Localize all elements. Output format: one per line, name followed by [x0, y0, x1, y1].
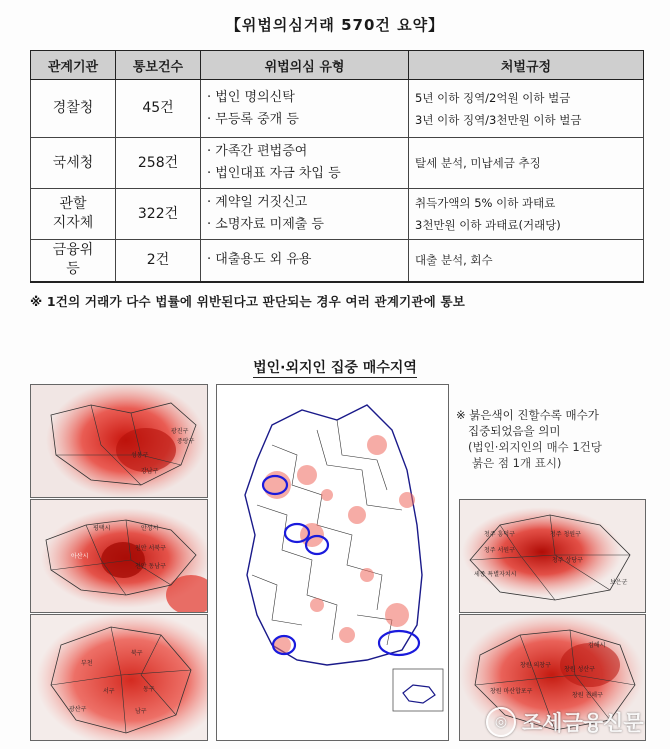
header-count: 통보건수: [116, 51, 201, 80]
map-panel-gwangju: [30, 614, 208, 741]
panel-label: 남구: [135, 708, 147, 715]
korea-map: [217, 385, 448, 740]
panel-label: 강남구: [141, 468, 159, 475]
panel-label: 천안 서북구: [135, 545, 166, 552]
heatmap-cheongju: [460, 500, 645, 612]
type-item: · 소명자료 미제출 등: [207, 214, 402, 236]
penalty-cell: [409, 80, 644, 138]
agency-cell: 경찰청: [31, 80, 116, 138]
panel-label: 광진구: [171, 428, 189, 435]
type-item: · 법인 명의신탁: [207, 87, 402, 109]
type-item: · 법인대표 자금 차입 등: [207, 163, 402, 185]
type-item: · 대출용도 외 유용: [207, 249, 402, 271]
heatmap-gwangju: [31, 615, 207, 740]
types-cell: [201, 80, 409, 138]
footnote: ※ 1건의 거래가 다수 법률에 위반된다고 판단되는 경우 여러 관계기관에 통보: [30, 294, 466, 309]
type-item: · 무등록 중개 등: [207, 109, 402, 131]
type-item: · 계약일 거짓신고: [207, 192, 402, 214]
header-type: 위법의심 유형: [201, 51, 409, 80]
table-row: [31, 80, 644, 138]
watermark-logo-icon: ◎: [486, 707, 516, 737]
map-panel-cheongju: [459, 499, 646, 613]
panel-label: 성동구: [131, 452, 149, 459]
panel-label: 동구: [143, 686, 155, 693]
panel-label: 중랑구: [177, 438, 195, 445]
panel-label: 청주 서원구: [484, 547, 515, 554]
header-agency: 관계기관: [31, 51, 116, 80]
panel-label: 세종 특별자치시: [474, 571, 517, 578]
types-cell: [201, 240, 409, 282]
types-cell: [201, 189, 409, 240]
watermark-text: 조세금융신문: [522, 711, 644, 735]
penalty-cell: [409, 240, 644, 282]
agency-cell: 금융위 등: [31, 240, 116, 282]
panel-label: 창원 진해구: [572, 692, 603, 699]
penalty-cell: [409, 138, 644, 189]
penalty-item: 탈세 분석, 미납세금 추징: [415, 156, 541, 170]
panel-label: 아산시: [71, 553, 89, 560]
panel-label: 광산구: [69, 706, 87, 713]
panel-label: 청주 상당구: [552, 557, 583, 564]
panel-label: 창원 성산구: [564, 666, 595, 673]
legend-line: 집중되었음을 의미: [468, 424, 561, 438]
panel-label: 평택시: [93, 525, 111, 532]
penalty-item: 취득가액의 5% 이하 과태료: [415, 196, 556, 210]
penalty-item: 5년 이하 징역/2억원 이하 벌금: [415, 90, 571, 105]
agency-cell: 관할 지자체: [31, 189, 116, 240]
panel-label: 김해시: [588, 642, 606, 649]
agency-cell: 국세청: [31, 138, 116, 189]
panel-label: 청주 청원구: [550, 531, 581, 538]
penalty-item: 대출 분석, 회수: [415, 253, 493, 268]
panel-label: 창원 의창구: [520, 662, 551, 669]
legend-line: ※ 붉은색이 진할수록 매수가: [456, 408, 599, 422]
watermark: [486, 703, 661, 741]
map-section-title: 법인·외지인 집중 매수지역: [253, 360, 417, 376]
count-cell: 45건: [116, 80, 201, 138]
count-cell: 322건: [116, 189, 201, 240]
summary-table: [30, 50, 644, 283]
penalty-item: 3천만원 이하 과태료(거래당): [415, 218, 561, 232]
map-panel-cheonan: [30, 499, 208, 613]
panel-label: 부천: [81, 660, 93, 667]
penalty-cell: [409, 189, 644, 240]
legend-line: (법인·외지인의 매수 1건당: [468, 440, 602, 454]
map-legend: [456, 407, 656, 471]
legend-line: 붉은 점 1개 표시): [472, 456, 562, 470]
panel-label: 청주 흥덕구: [484, 531, 515, 538]
summary-title: 【위법의심거래 570건 요약】: [225, 16, 445, 34]
panel-label: 서구: [103, 688, 115, 695]
count-cell: 258건: [116, 138, 201, 189]
table-row: [31, 189, 644, 240]
heatmap-cheonan: [31, 500, 207, 612]
count-cell: 2건: [116, 240, 201, 282]
table-header-row: [31, 51, 644, 80]
types-cell: [201, 138, 409, 189]
panel-label: 북구: [131, 650, 143, 657]
type-item: · 가족간 편법증여: [207, 141, 402, 163]
heatmap-seoul: [31, 385, 207, 497]
header-penalty: 처벌규정: [409, 51, 644, 80]
map-panel-seoul: [30, 384, 208, 498]
table-row: [31, 240, 644, 282]
penalty-item: 3년 이하 징역/3천만원 이하 벌금: [415, 112, 582, 127]
panel-label: 천안 동남구: [135, 563, 166, 570]
panel-label: 안성시: [141, 525, 159, 532]
map-panel-korea: [216, 384, 449, 741]
panel-label: 보은군: [610, 579, 628, 586]
table-row: [31, 138, 644, 189]
panel-label: 창원 마산합포구: [490, 688, 533, 695]
